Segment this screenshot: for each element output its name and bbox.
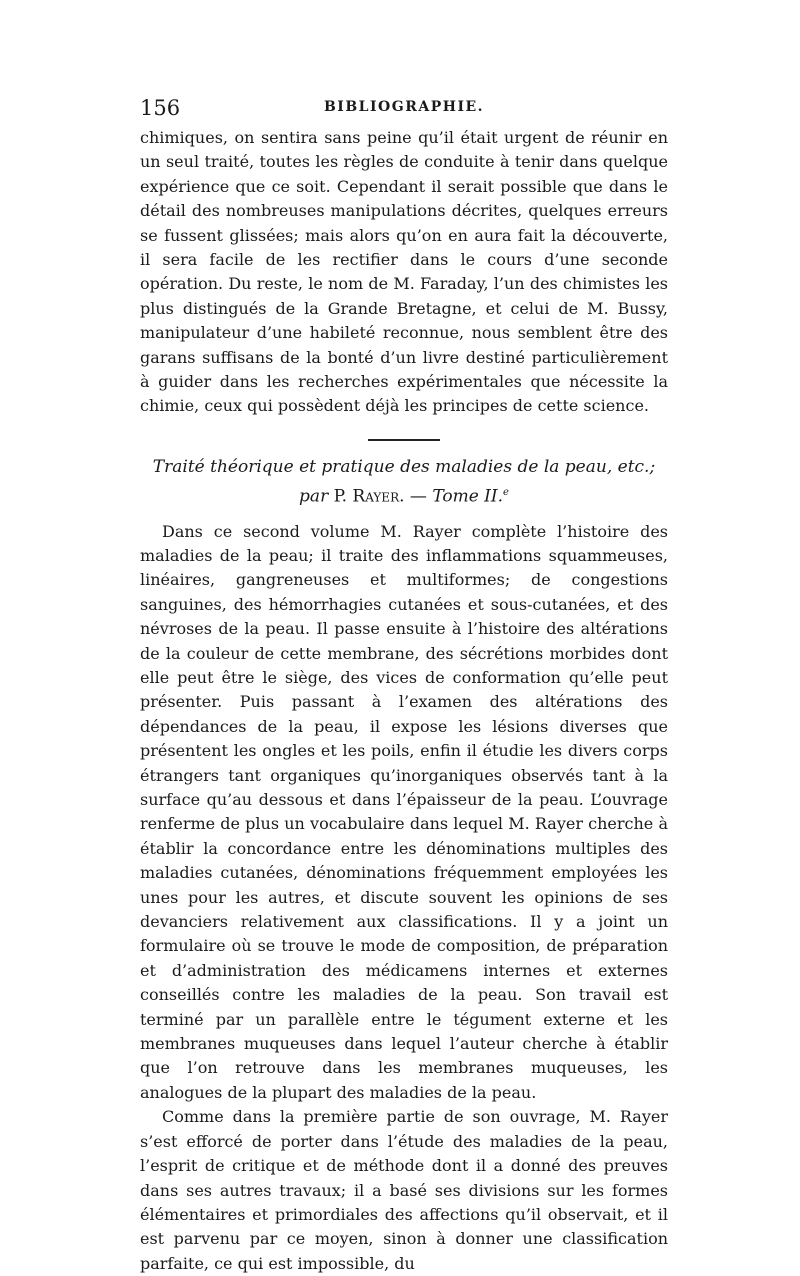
- review-paragraph-1: Dans ce second volume M. Rayer complète l’histoire des maladies de la peau; il traite des inflammations squammeuses, linéaires, gangreneuses et multiformes; de congestions sanguines, des hémorrhagies cutanées et sous-cutanées, et des névroses de la peau. Il passe ensuite à l’histoire des altérations de la couleur de cette membrane, des sécrétions morbides dont elle peut être le siège, des vices de conformation qu’elle peut présenter. Puis passant à l’examen des altérations des dépendances de la peau, il expose les lésions diverses que présentent les ongles et les poils, enfin il étudie les divers corps étrangers tant organiques qu’inorganiques observés tant à la surface qu’au dessous et dans l’épaisseur de la peau. L’ouvrage renferme de plus un vocabulaire dans lequel M. Rayer cherche à établir la concordance entre les dénominations multiples des maladies cutanées, dénominations fréquemment employées les unes pour les autres, et discute souvent les opinions de ses devanciers relativement aux classifications. Il y a joint un formulaire où se trouve le mode de composition, de préparation et d’administration des médicamens internes et externes conseillés contre les maladies de la peau. Son travail est terminé par un parallèle entre le tégument externe et les membranes muqueuses dans lequel l’auteur cherche à établir que l’on retrouve dans les membranes muqueuses, les analogues de la plupart des maladies de la peau.: [140, 521, 668, 1102]
- review-author-line: [140, 480, 668, 510]
- page-number: 156: [140, 96, 181, 120]
- review-volume-sup: e: [503, 486, 509, 498]
- running-title: BIBLIOGRAPHIE.: [323, 99, 485, 115]
- review-by: par: [299, 486, 329, 507]
- running-head: [140, 96, 668, 124]
- book-page: [140, 96, 668, 1276]
- review-author: P. Rayer.: [333, 486, 405, 507]
- review-paragraph-2: Comme dans la première partie de son ouvrage, M. Rayer s’est efforcé de porter dans l’étude des maladies de la peau, l’esprit de critique et de méthode dont il a donné des preuves dans ses autres travaux; il a basé ses divisions sur les formes élémentaires et primordiales des affections qu’il observait, et il est parvenu par ce moyen, sinon à donner une classification parfaite, ce qui est impossible, du: [140, 1107, 668, 1273]
- review-heading: [140, 455, 668, 510]
- continuation-paragraph: chimiques, on sentira sans peine qu’il était urgent de réunir en un seul traité, toutes les règles de conduite à tenir dans quelque expérience que ce soit. Cependant il serait possible que dans le détail des nombreuses manipulations décrites, quelques erreurs se fussent glissées; mais alors qu’on en aura fait la découverte, il sera facile de les rectifier dans le cours d’une seconde opération. Du reste, le nom de M. Faraday, l’un des chimistes les plus distingués de la Grande Bretagne, et celui de M. Bussy, manipulateur d’une habileté reconnue, nous semblent être des garans suffisans de la bonté d’un livre destiné particulièrement à guider dans les recherches expérimentales que nécessite la chimie, ceux qui possèdent déjà les principes de cette science.: [140, 128, 668, 416]
- section-separator: [368, 439, 440, 441]
- review-dash: —: [409, 486, 427, 507]
- review-volume: Tome II.: [432, 486, 504, 507]
- review-title: Traité théorique et pratique des maladies de la peau, etc.;: [152, 456, 656, 477]
